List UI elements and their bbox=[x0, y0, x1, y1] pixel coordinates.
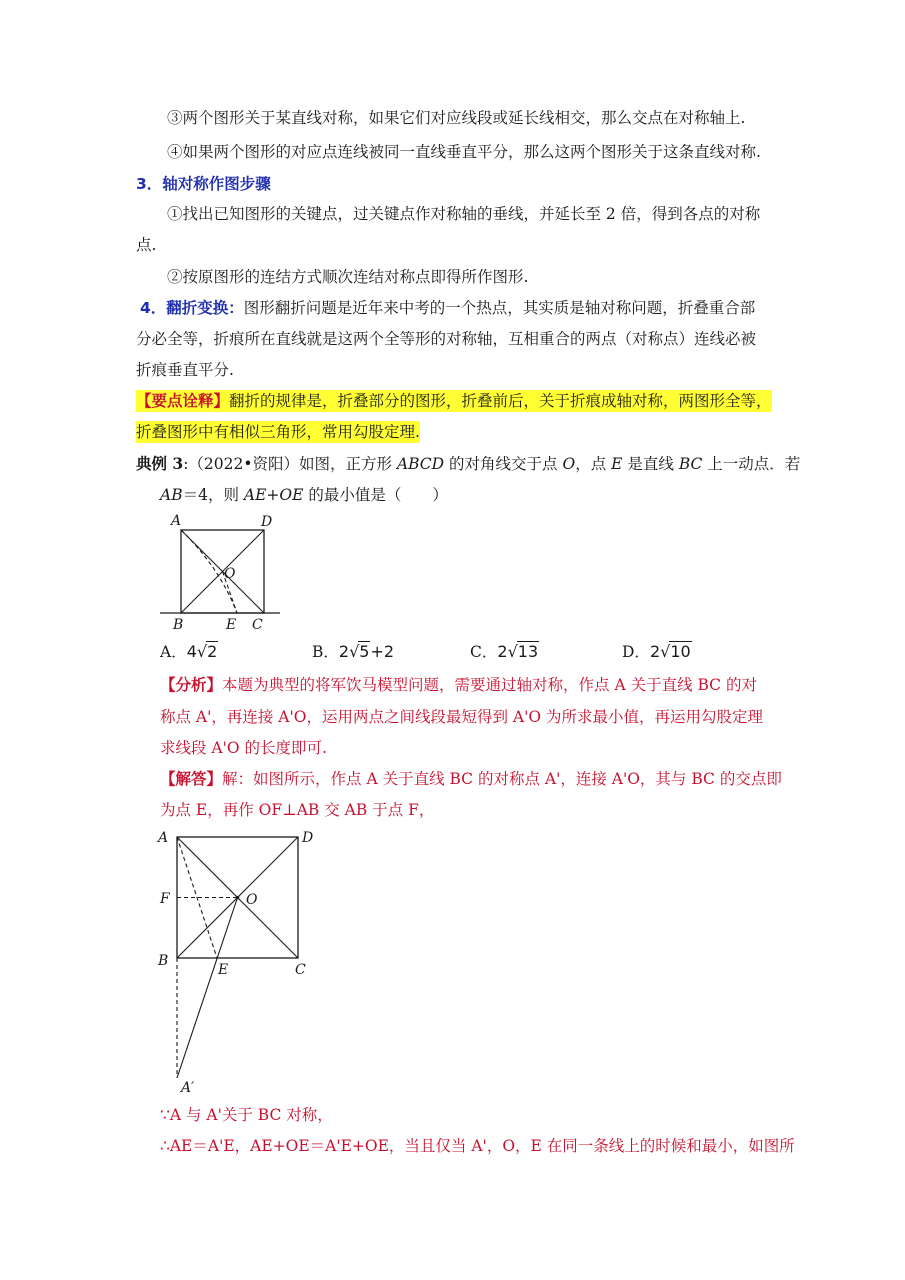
analysis-line-3: 求线段 A'O 的长度即可. bbox=[160, 739, 327, 757]
option-d[interactable] bbox=[622, 640, 692, 662]
line-a-prime-o bbox=[177, 898, 238, 1079]
section-4-heading: 4．翻折变换： bbox=[140, 299, 244, 317]
example-var: O bbox=[562, 455, 576, 473]
option-radicand: 5 bbox=[359, 642, 370, 661]
solution-line-2: 为点 E，再作 OF⊥AB 交 AB 于点 F， bbox=[160, 801, 435, 819]
label-a: A bbox=[171, 513, 182, 529]
section-4-line-2: 分必全等，折痕所在直线就是这两个全等形的对称轴，互相重合的两点（对称点）连线必被 bbox=[136, 330, 757, 348]
label-f: F bbox=[160, 891, 170, 907]
option-a-label: A． bbox=[160, 643, 187, 661]
example-line-1 bbox=[136, 453, 800, 475]
figure-2 bbox=[150, 820, 325, 1095]
label-e: E bbox=[226, 617, 237, 633]
analysis-label: 【分析】 bbox=[160, 675, 223, 694]
option-c-label: C． bbox=[470, 643, 498, 661]
example-text: 的对角线交于点 bbox=[444, 455, 563, 473]
solution-label: 【解答】 bbox=[160, 769, 223, 788]
option-radicand: 10 bbox=[670, 642, 691, 661]
keypoint-label: 【要点诠释】 bbox=[136, 391, 230, 410]
figure-1 bbox=[150, 508, 290, 634]
label-a-2: A bbox=[158, 830, 169, 846]
option-radicand: 13 bbox=[517, 642, 539, 661]
option-a[interactable] bbox=[160, 640, 218, 662]
option-b[interactable] bbox=[312, 640, 394, 662]
option-tail: +2 bbox=[370, 642, 395, 661]
label-d-2: D bbox=[302, 830, 314, 846]
step-2: ②按原图形的连结方式顺次连结对称点即得所作图形. bbox=[167, 268, 529, 286]
option-b-label: B． bbox=[312, 643, 339, 661]
keypoint-line-2: 折叠图形中有相似三角形，常用勾股定理. bbox=[136, 423, 420, 441]
analysis-line-1 bbox=[160, 674, 757, 696]
example-text: ，点 bbox=[575, 455, 612, 473]
example-text: 的最小值是（ ） bbox=[303, 486, 448, 504]
option-coef: 4 bbox=[186, 642, 197, 661]
section-4-text-1: 图形翻折问题是近年来中考的一个热点，其实质是轴对称问题，折叠重合部 bbox=[243, 299, 756, 317]
option-c[interactable] bbox=[470, 640, 539, 662]
option-d-value: 2√10 bbox=[649, 642, 691, 661]
rule-item-4: ④如果两个图形的对应点连线被同一直线垂直平分，那么这两个图形关于这条直线对称. bbox=[167, 143, 761, 161]
option-radicand: 2 bbox=[207, 642, 218, 661]
option-coef: 2 bbox=[497, 642, 508, 661]
example-var: ABCD bbox=[396, 455, 445, 473]
example-line-2 bbox=[160, 484, 448, 506]
proof-line-2: ∴AE＝A'E，AE+OE＝A'E+OE，当且仅当 A'，O，E 在同一条线上的时候和最小，如图所 bbox=[160, 1137, 795, 1155]
label-b: B bbox=[173, 617, 184, 633]
option-a-value: 4√2 bbox=[186, 642, 218, 661]
dashed-ae-2 bbox=[177, 837, 217, 958]
example-var: AB bbox=[160, 486, 183, 504]
example-var: BC bbox=[678, 455, 703, 473]
example-source: :（2022•资阳）如图，正方形 bbox=[183, 455, 397, 473]
analysis-line-2: 称点 A'，再连接 A'O，运用两点之间线段最短得到 A'O 为所求最小值，再运用勾股定理 bbox=[160, 708, 763, 726]
label-o: O bbox=[224, 566, 236, 582]
section-4-line-3: 折痕垂直平分. bbox=[136, 361, 234, 379]
example-text: ＝4，则 bbox=[182, 486, 244, 504]
point-o bbox=[236, 896, 240, 900]
label-c: C bbox=[252, 617, 263, 633]
label-e-2: E bbox=[218, 962, 229, 978]
example-text: 是直线 bbox=[622, 455, 679, 473]
proof-line-1: ∵A 与 A'关于 BC 对称， bbox=[160, 1106, 333, 1124]
step-1-line-1: ①找出已知图形的关键点，过关键点作对称轴的垂线，并延长至 2 倍，得到各点的对称 bbox=[167, 205, 761, 223]
section-3-heading: 3．轴对称作图步骤 bbox=[136, 175, 271, 193]
option-b-value: 2√5+2 bbox=[338, 642, 395, 661]
label-a-prime: A′ bbox=[181, 1080, 195, 1095]
label-o-2: O bbox=[246, 892, 258, 908]
example-var: AE+OE bbox=[243, 486, 304, 504]
keypoint-text-1: 翻折的规律是，折叠部分的图形，折叠前后，关于折痕成轴对称，两图形全等， bbox=[229, 392, 772, 410]
solution-text-1: 解：如图所示，作点 A 关于直线 BC 的对称点 A'，连接 A'O，其与 BC 的交点即 bbox=[222, 770, 782, 788]
keypoint-line-1 bbox=[136, 390, 772, 412]
option-d-label: D． bbox=[622, 643, 650, 661]
step-1-line-2: 点. bbox=[136, 236, 157, 254]
option-coef: 2 bbox=[338, 642, 350, 661]
label-c-2: C bbox=[295, 962, 306, 978]
label-b-2: B bbox=[158, 953, 169, 969]
example-var: E bbox=[611, 455, 623, 473]
solution-line-1 bbox=[160, 768, 782, 790]
example-label: 典例 3 bbox=[136, 454, 184, 473]
example-text: 上一动点．若 bbox=[702, 455, 801, 473]
analysis-text-1: 本题为典型的将军饮马模型问题，需要通过轴对称，作点 A 关于直线 BC 的对 bbox=[222, 676, 757, 694]
label-d: D bbox=[261, 514, 273, 530]
rule-item-3: ③两个图形关于某直线对称，如果它们对应线段或延长线相交，那么交点在对称轴上. bbox=[167, 109, 746, 127]
section-4-line-1 bbox=[140, 297, 755, 319]
option-c-value: 2√13 bbox=[497, 642, 539, 661]
option-coef: 2 bbox=[649, 642, 661, 661]
